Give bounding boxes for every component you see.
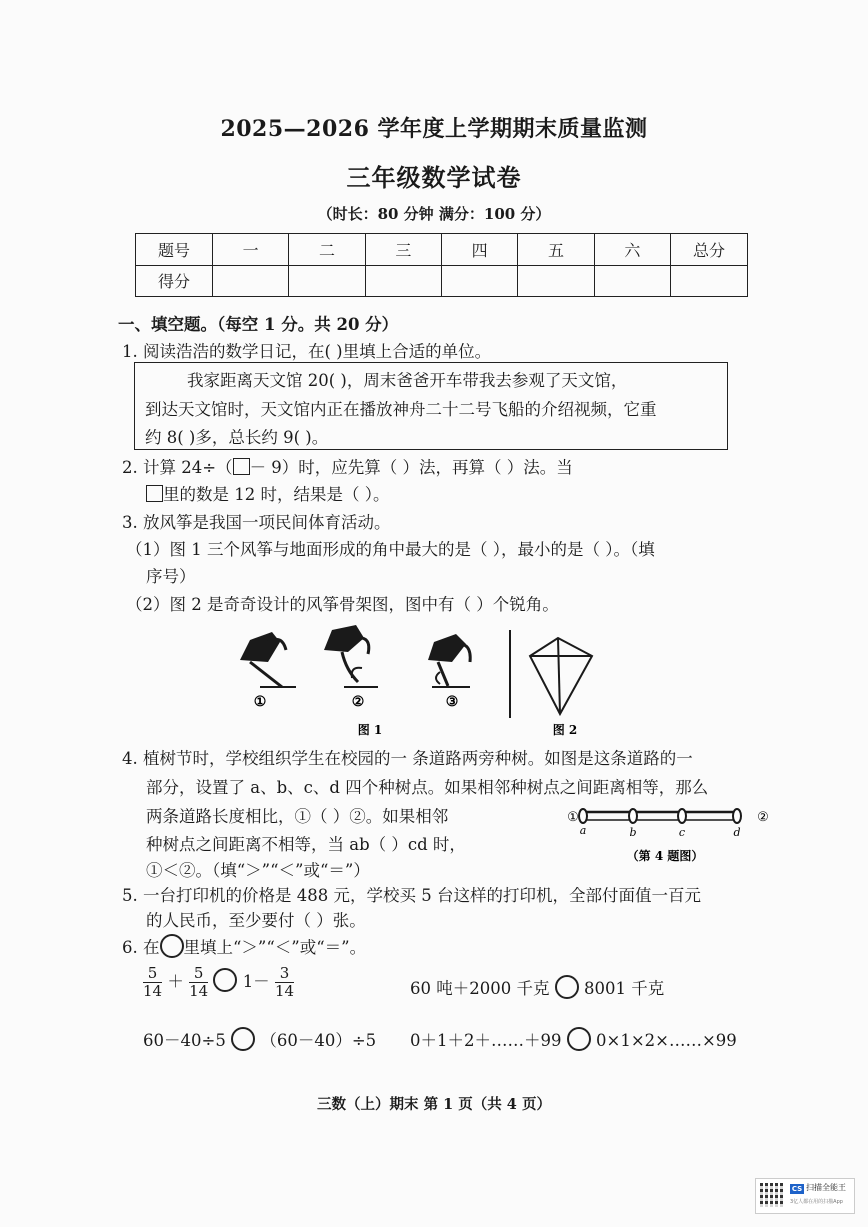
question-3-sub1: （1）图 1 三个风筝与地面形成的角中最大的是（ ），最小的是（ ）。（填 bbox=[126, 540, 655, 559]
question-4-line1: 4. 植树节时，学校组织学生在校园的一 条道路两旁种树。如图是这条道路的一 bbox=[122, 749, 693, 768]
question-5-line2: 的人民币，至少要付（ ）张。 bbox=[146, 911, 366, 930]
scanner-watermark bbox=[755, 1178, 855, 1214]
kite-label: ② bbox=[351, 694, 365, 710]
plus-sign: ＋ bbox=[167, 972, 184, 991]
camscanner-badge: CS bbox=[791, 1185, 803, 1193]
kite-frame-diagram bbox=[530, 638, 592, 714]
road-label-1: ① bbox=[567, 810, 579, 825]
question-4-line4: 种树点之间距离不相等，当 ab（ ）cd 时， bbox=[146, 835, 466, 854]
kite-label: ① bbox=[253, 694, 267, 710]
score-cell: 一 bbox=[213, 234, 289, 266]
score-cell: 四 bbox=[441, 234, 517, 266]
question-1: 1. 阅读浩浩的数学日记，在( )里填上合适的单位。 bbox=[122, 342, 492, 361]
score-cell: 三 bbox=[365, 234, 441, 266]
tree-point bbox=[733, 809, 741, 823]
tree-point bbox=[629, 809, 637, 823]
question-2-line1 bbox=[122, 454, 573, 478]
kite-figures bbox=[220, 620, 620, 742]
kite-label: ③ bbox=[445, 694, 459, 710]
tree-point bbox=[678, 809, 686, 823]
compare-item-3 bbox=[143, 1027, 376, 1051]
compare-circle[interactable] bbox=[555, 975, 579, 999]
q6-text-b: 里填上“＞”“＜”或“＝”。 bbox=[183, 938, 367, 957]
score-cell: 六 bbox=[594, 234, 670, 266]
square-box bbox=[146, 485, 163, 502]
q2-text-b: － 9）时，应先算（ ）法，再算（ ）法。当 bbox=[249, 458, 573, 477]
fraction: $\frac{5}{14}$ bbox=[143, 964, 163, 1000]
score-cell: 得分 bbox=[136, 265, 213, 297]
compare-circle[interactable] bbox=[231, 1027, 255, 1051]
exam-subject: 三年级数学试卷 bbox=[346, 163, 522, 192]
compare-item-4 bbox=[410, 1027, 737, 1051]
score-blank[interactable] bbox=[441, 265, 517, 297]
tree-point bbox=[579, 809, 587, 823]
diary-box bbox=[134, 362, 728, 450]
score-blank[interactable] bbox=[671, 265, 748, 297]
point-label: d bbox=[733, 826, 741, 839]
question-5-line1: 5. 一台打印机的价格是 488 元，学校买 5 台这样的打印机，全部付面值一百元 bbox=[122, 886, 701, 905]
road-diagram bbox=[565, 800, 780, 868]
compare-circle bbox=[160, 934, 184, 958]
question-3: 3. 放风筝是我国一项民间体育活动。 bbox=[122, 513, 391, 532]
diary-line: 到达天文馆时，天文馆内正在播放神舟二十二号飞船的介绍视频，它重 bbox=[145, 400, 657, 419]
score-table-score-row bbox=[136, 265, 748, 297]
score-blank[interactable] bbox=[213, 265, 289, 297]
compare-circle[interactable] bbox=[567, 1027, 591, 1051]
question-6 bbox=[122, 934, 366, 958]
question-3-sub1-cont: 序号） bbox=[146, 567, 196, 586]
expression-right: 8001 千克 bbox=[583, 979, 665, 998]
camscanner-tagline: 3亿人都在用的扫描App bbox=[790, 1199, 843, 1205]
road-diagram-caption: （第 4 题图） bbox=[626, 849, 704, 863]
kite-1 bbox=[240, 632, 296, 687]
score-cell: 二 bbox=[289, 234, 365, 266]
q2-text-a: 2. 计算 24÷（ bbox=[122, 458, 233, 477]
compare-circle[interactable] bbox=[213, 968, 237, 992]
expression-right: 1－ bbox=[242, 972, 270, 991]
expression-left: 60－40÷5 bbox=[143, 1031, 226, 1050]
expression-left: 60 吨＋2000 千克 bbox=[410, 979, 550, 998]
score-table-header-row bbox=[136, 234, 748, 266]
question-2-line2 bbox=[146, 481, 389, 505]
score-blank[interactable] bbox=[365, 265, 441, 297]
point-label: a bbox=[579, 824, 587, 837]
exam-meta: （时长：80 分钟 满分：100 分） bbox=[317, 205, 551, 223]
point-label: c bbox=[678, 826, 686, 839]
exam-title: 2025—2026 学年度上学期期末质量监测 bbox=[220, 116, 648, 142]
page-footer: 三数（上）期末 第 1 页（共 4 页） bbox=[317, 1096, 551, 1113]
point-label: b bbox=[629, 826, 637, 839]
q2-line2-text: 里的数是 12 时，结果是（ ）。 bbox=[163, 485, 390, 504]
expression-left: 0＋1＋2＋……＋99 bbox=[410, 1031, 562, 1050]
score-table bbox=[135, 233, 748, 297]
compare-item-1 bbox=[143, 965, 294, 1000]
score-cell: 总分 bbox=[671, 234, 748, 266]
kite-3 bbox=[428, 634, 470, 687]
road-label-2: ② bbox=[757, 810, 769, 825]
kite-2 bbox=[324, 625, 378, 687]
question-4-line2: 部分，设置了 a、b、c、d 四个种树点。如果相邻种树点之间距离相等，那么 bbox=[146, 778, 709, 797]
fraction: $\frac{3}{14}$ bbox=[274, 964, 295, 1000]
question-4-line3: 两条道路长度相比，①（ ）②。如果相邻 bbox=[146, 807, 449, 826]
score-blank[interactable] bbox=[518, 265, 594, 297]
compare-item-2 bbox=[410, 975, 664, 999]
score-cell: 五 bbox=[518, 234, 594, 266]
figure-2-caption: 图 2 bbox=[552, 723, 578, 737]
fraction: $\frac{5}{14}$ bbox=[189, 964, 209, 1000]
question-3-sub2: （2）图 2 是奇奇设计的风筝骨架图，图中有（ ）个锐角。 bbox=[126, 595, 559, 614]
expression-right: 0×1×2×……×99 bbox=[596, 1031, 737, 1050]
square-box bbox=[233, 458, 250, 475]
expression-right: （60－40）÷5 bbox=[260, 1031, 377, 1050]
score-blank[interactable] bbox=[594, 265, 670, 297]
diary-line: 约 8( )多，总长约 9( )。 bbox=[145, 428, 329, 447]
q6-text-a: 6. 在 bbox=[122, 938, 160, 957]
section-heading: 一、填空题。（每空 1 分。共 20 分） bbox=[118, 315, 399, 334]
camscanner-name: 扫描全能王 bbox=[806, 1183, 846, 1192]
score-blank[interactable] bbox=[289, 265, 365, 297]
diary-line: 我家距离天文馆 20( )，周末爸爸开车带我去参观了天文馆， bbox=[187, 371, 628, 390]
figure-1-caption: 图 1 bbox=[357, 723, 383, 737]
score-cell: 题号 bbox=[136, 234, 213, 266]
question-4-line5: ①＜②。（填“＞”“＜”或“＝”） bbox=[146, 861, 370, 880]
